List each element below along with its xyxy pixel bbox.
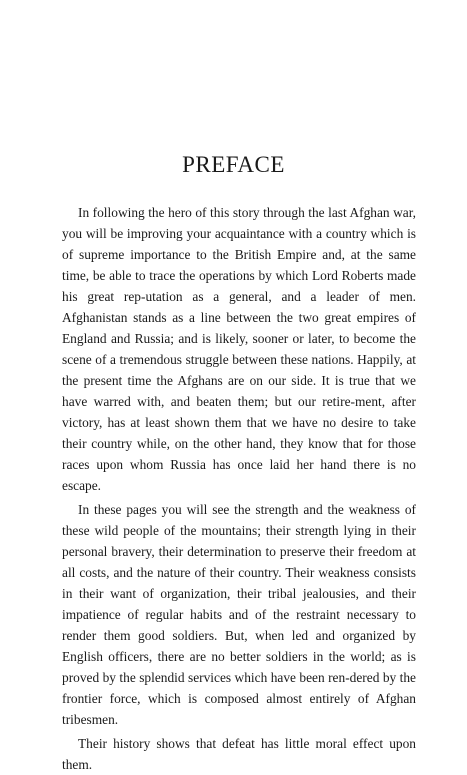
chapter-heading: PREFACE <box>182 152 285 177</box>
paragraph-1: In following the hero of this story through the last Afghan war, you will be improving your acquaintance with a country which is of supreme importance to the British Empire and, at the same time, be able to trace the operations by which Lord Roberts made his great rep-utation as a general, and a leader of men. Afghanistan stands as a line between the two great empires of England and Russia; and is likely, sooner or later, to become the scene of a tremendous struggle between these nations. Happily, at the present time the Afghans are on our side. It is true that we have warred with, and beaten them; but our retire-ment, after victory, has at least shown them that we have no desire to take their country while, on the other hand, they know that for those races upon whom Russia has once laid her hand there is no escape. <box>62 205 416 493</box>
paragraph-2: In these pages you will see the strength and the weakness of these wild people of the mountains; their strength lying in their personal bravery, their determination to preserve their freedom at all costs, and the nature of their country. Their weakness consists in their want of organization, their tribal jealousies, and their impatience of regular habits and of the restraint necessary to render them good soldiers. But, when led and organized by English officers, there are no better soldiers in the world; as is proved by the splendid services which have been ren-dered by the frontier force, which is composed almost entirely of Afghan tribesmen. <box>62 502 416 727</box>
body-text <box>62 202 416 775</box>
paragraph-3: Their history shows that defeat has little moral effect upon them. <box>62 736 416 772</box>
